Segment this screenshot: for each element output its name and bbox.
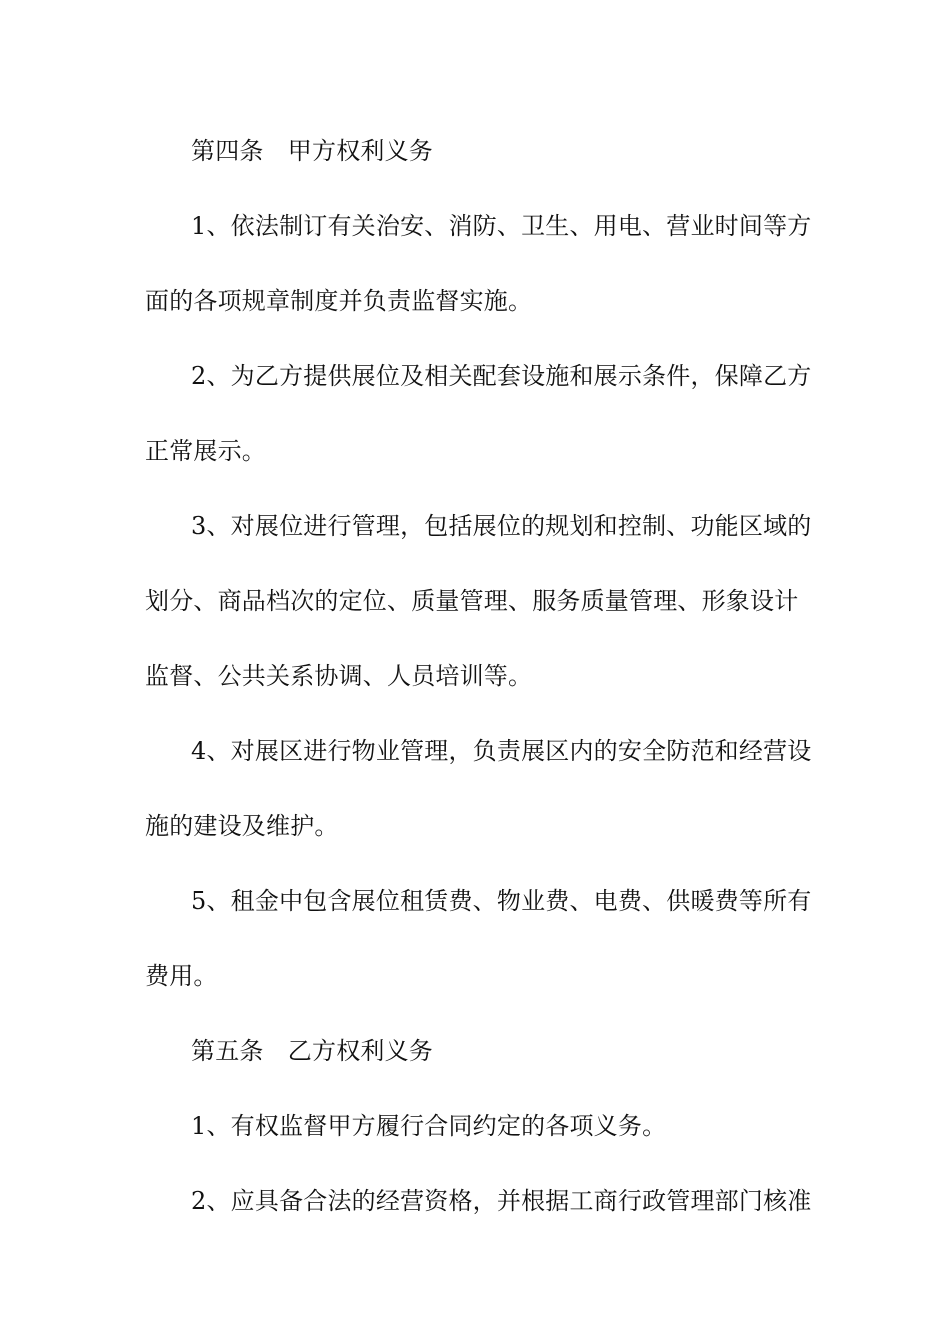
article-4-item-2-line-2: 正常展示。 (145, 437, 266, 465)
article-4-item-2-line-1: 2、为乙方提供展位及相关配套设施和展示条件，保障乙方 (191, 362, 812, 390)
article-4-item-3-line-3: 监督、公共关系协调、人员培训等。 (145, 662, 533, 690)
article-5-item-2-line-1: 2、应具备合法的经营资格，并根据工商行政管理部门核准 (191, 1187, 812, 1215)
article-4-item-1-line-2: 面的各项规章制度并负责监督实施。 (145, 287, 533, 315)
article-4-item-3-line-2: 划分、商品档次的定位、质量管理、服务质量管理、形象设计 (145, 587, 799, 615)
article-4-item-5-line-1: 5、租金中包含展位租赁费、物业费、电费、供暖费等所有 (191, 887, 812, 915)
article-4-item-1-line-1: 1、依法制订有关治安、消防、卫生、用电、营业时间等方 (191, 212, 812, 240)
article-4-item-3-line-1: 3、对展位进行管理，包括展位的规划和控制、功能区域的 (191, 512, 812, 540)
article-5-heading: 第五条 乙方权利义务 (191, 1037, 433, 1065)
article-4-item-4-line-1: 4、对展区进行物业管理，负责展区内的安全防范和经营设 (191, 737, 812, 765)
article-5-item-1-line-1: 1、有权监督甲方履行合同约定的各项义务。 (191, 1112, 667, 1140)
article-4-item-4-line-2: 施的建设及维护。 (145, 812, 339, 840)
article-4-heading: 第四条 甲方权利义务 (191, 137, 433, 165)
article-4-item-5-line-2: 费用。 (145, 962, 218, 990)
